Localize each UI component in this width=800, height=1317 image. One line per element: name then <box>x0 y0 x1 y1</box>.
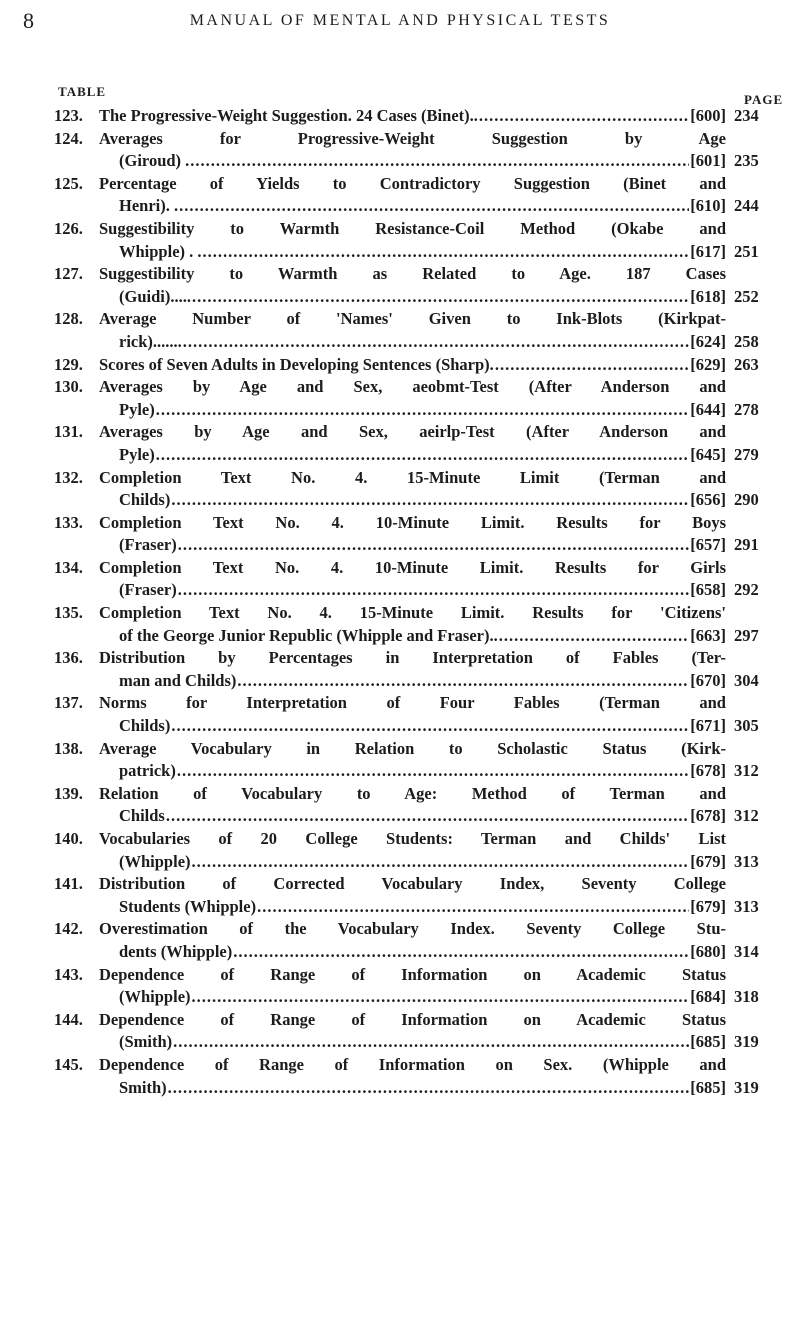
table-entry <box>54 105 799 128</box>
caption-line: Dependence of Range of Information on Sex. (Whipple and <box>99 1054 726 1074</box>
table-caption <box>99 1009 726 1054</box>
page-reference: 290 <box>734 490 759 510</box>
table-entry <box>54 918 799 963</box>
table-caption <box>99 647 726 692</box>
caption-line: Percentage of Yields to Contradictory Suggestion (Binet and <box>99 173 726 193</box>
page-reference: 251 <box>734 241 759 261</box>
table-entry <box>54 421 799 466</box>
caption-line: dents (Whipple) <box>119 941 233 961</box>
table-entry <box>54 828 799 873</box>
caption-line: Childs) <box>119 716 171 736</box>
table-entry <box>54 354 799 377</box>
table-number: 125. <box>54 173 83 193</box>
page-reference: 235 <box>734 151 759 171</box>
caption-line: Pyle) <box>119 399 155 419</box>
page-reference: 319 <box>734 1077 759 1097</box>
caption-line: Henri). . <box>119 196 179 216</box>
table-number: 145. <box>54 1054 83 1074</box>
dot-leader <box>192 286 689 309</box>
table-entry <box>54 218 799 263</box>
section-reference: [678] <box>690 761 726 781</box>
table-entry <box>54 647 799 692</box>
dot-leader <box>171 489 689 512</box>
page-reference: 313 <box>734 851 759 871</box>
section-reference: [618] <box>690 286 726 306</box>
table-entry <box>54 512 799 557</box>
page-number: 8 <box>23 8 34 33</box>
page-reference: 318 <box>734 987 759 1007</box>
dot-leader <box>179 195 689 218</box>
table-entry <box>54 738 799 783</box>
dot-leader <box>168 1077 690 1100</box>
page-reference: 258 <box>734 331 759 351</box>
dot-leader <box>237 670 689 693</box>
caption-line: Completion Text No. 4. 15-Minute Limit (Terman and <box>99 467 726 487</box>
page-reference: 314 <box>734 941 759 961</box>
table-caption <box>99 783 726 828</box>
dot-leader <box>203 241 690 264</box>
dot-leader <box>178 534 690 557</box>
table-number: 131. <box>54 422 83 442</box>
section-reference: [679] <box>690 851 726 871</box>
dot-leader <box>479 105 689 128</box>
section-reference: [600] <box>690 106 726 125</box>
section-reference: [645] <box>690 444 726 464</box>
page-reference: 252 <box>734 286 759 306</box>
section-reference: [657] <box>690 535 726 555</box>
dot-leader <box>173 1031 689 1054</box>
table-number: 136. <box>54 648 83 668</box>
caption-line: (Whipple) <box>119 851 191 871</box>
page-reference: 278 <box>734 399 759 419</box>
caption-line: Average Vocabulary in Relation to Scholastic Status (Kirk- <box>99 738 726 758</box>
page-reference: 313 <box>734 896 759 916</box>
table-number: 128. <box>54 309 83 329</box>
caption-line: Overestimation of the Vocabulary Index. Seventy College Stu- <box>99 919 726 939</box>
caption-line: Completion Text No. 4. 10-Minute Limit. Results for Girls <box>99 557 726 577</box>
dot-leader <box>177 760 689 783</box>
table-column-label: TABLE <box>58 84 107 99</box>
caption-line: rick)....... <box>119 331 182 351</box>
table-caption <box>99 602 726 647</box>
table-caption <box>99 354 726 377</box>
section-reference: [679] <box>690 896 726 916</box>
section-reference: [685] <box>690 1077 726 1097</box>
caption-line: Childs) <box>119 490 171 510</box>
table-caption <box>99 738 726 783</box>
section-reference: [624] <box>690 331 726 351</box>
page-reference: 234 <box>734 106 759 125</box>
dot-leader <box>192 986 690 1009</box>
caption-line: (Guidi)..... <box>119 286 191 306</box>
section-reference: [644] <box>690 399 726 419</box>
section-reference: [629] <box>690 354 726 374</box>
caption-line: Relation of Vocabulary to Age: Method of Terman and <box>99 783 726 803</box>
table-caption <box>99 467 726 512</box>
caption-line: of the George Junior Republic (Whipple and Fraser).. <box>119 625 498 645</box>
caption-line: (Smith) <box>119 1032 173 1052</box>
caption-line: Vocabularies of 20 College Students: Terman and Childs' List <box>99 829 726 848</box>
dot-leader <box>499 625 690 648</box>
caption-line: (Fraser) <box>119 580 177 600</box>
section-reference: [684] <box>690 987 726 1007</box>
caption-line: (Fraser) <box>119 535 177 555</box>
table-number: 133. <box>54 512 83 532</box>
table-caption <box>99 308 726 353</box>
table-caption <box>99 263 726 308</box>
table-number: 143. <box>54 964 83 984</box>
dot-leader <box>166 805 689 828</box>
table-caption <box>99 105 726 128</box>
caption-line: Childs <box>119 806 165 826</box>
table-caption <box>99 421 726 466</box>
table-caption <box>99 692 726 737</box>
caption-line: Average Number of 'Names' Given to Ink-Blots (Kirkpat- <box>99 309 726 329</box>
table-number: 134. <box>54 557 83 577</box>
page-reference: 304 <box>734 670 759 690</box>
table-number: 126. <box>54 218 83 238</box>
caption-line: Completion Text No. 4. 15-Minute Limit. Results for 'Citizens' <box>99 603 726 623</box>
page-reference: 292 <box>734 580 759 600</box>
caption-line: patrick) <box>119 761 176 781</box>
page-reference: 312 <box>734 806 759 826</box>
caption-line: Scores of Seven Adults in Developing Sentences (Sharp). <box>99 354 494 374</box>
dot-leader <box>257 896 689 919</box>
caption-line: Suggestibility to Warmth Resistance-Coil Method (Okabe and <box>99 218 726 238</box>
table-number: 144. <box>54 1009 83 1029</box>
page-reference: 312 <box>734 761 759 781</box>
table-entry <box>54 376 799 421</box>
table-caption <box>99 128 726 173</box>
caption-line: Averages by Age and Sex, aeobmt-Test (After Anderson and <box>99 377 726 397</box>
table-number: 123. <box>54 106 83 125</box>
caption-line: Whipple) . . <box>119 241 202 261</box>
page-reference: 263 <box>734 354 759 374</box>
table-number: 124. <box>54 128 83 148</box>
section-reference: [617] <box>690 241 726 261</box>
page-reference: 305 <box>734 716 759 736</box>
page-reference: 244 <box>734 196 759 216</box>
table-caption <box>99 1054 726 1099</box>
running-title: MANUAL OF MENTAL AND PHYSICAL TESTS <box>189 12 611 29</box>
caption-line: Averages by Age and Sex, aeirlp-Test (After Anderson and <box>99 422 726 442</box>
section-reference: [601] <box>690 151 726 171</box>
dot-leader <box>190 150 689 173</box>
table-number: 142. <box>54 919 83 939</box>
table-entry <box>54 128 799 173</box>
table-entry <box>54 173 799 218</box>
table-caption <box>99 964 726 1009</box>
table-number: 127. <box>54 264 83 284</box>
caption-line: Pyle) <box>119 444 155 464</box>
table-entry <box>54 602 799 647</box>
table-entry <box>54 873 799 918</box>
table-entry <box>54 467 799 512</box>
dot-leader <box>178 579 690 602</box>
table-number: 141. <box>54 874 83 894</box>
table-caption <box>99 557 726 602</box>
list-of-tables <box>54 105 799 1099</box>
table-entry <box>54 308 799 353</box>
table-caption <box>99 218 726 263</box>
table-number: 132. <box>54 467 83 487</box>
section-reference: [610] <box>690 196 726 216</box>
caption-line: Distribution by Percentages in Interpretation of Fables (Ter- <box>99 648 726 668</box>
page-reference: 319 <box>734 1032 759 1052</box>
caption-line: Smith) <box>119 1077 167 1097</box>
table-caption <box>99 376 726 421</box>
section-reference: [663] <box>690 625 726 645</box>
section-reference: [670] <box>690 670 726 690</box>
table-number: 139. <box>54 783 83 803</box>
section-reference: [656] <box>690 490 726 510</box>
table-entry <box>54 557 799 602</box>
dot-leader <box>156 399 690 422</box>
table-caption <box>99 512 726 557</box>
page-reference: 279 <box>734 444 759 464</box>
section-reference: [680] <box>690 941 726 961</box>
dot-leader <box>156 444 690 467</box>
caption-line: Suggestibility to Warmth as Related to Age. 187 Cases <box>99 264 726 284</box>
dot-leader <box>192 851 690 874</box>
table-number: 135. <box>54 603 83 623</box>
table-entry <box>54 1009 799 1054</box>
section-reference: [678] <box>690 806 726 826</box>
page-column-label: PAGE <box>744 92 784 107</box>
section-reference: [658] <box>690 580 726 600</box>
caption-line: Dependence of Range of Information on Academic Status <box>99 1009 726 1029</box>
caption-line: Completion Text No. 4. 10-Minute Limit. Results for Boys <box>99 512 726 532</box>
table-entry <box>54 692 799 737</box>
table-caption <box>99 918 726 963</box>
table-number: 130. <box>54 377 83 397</box>
page-reference: 291 <box>734 535 759 555</box>
table-caption <box>99 873 726 918</box>
table-number: 129. <box>54 354 83 374</box>
dot-leader <box>233 941 689 964</box>
section-reference: [685] <box>690 1032 726 1052</box>
dot-leader <box>495 354 689 377</box>
caption-line: Dependence of Range of Information on Academic Status <box>99 964 726 984</box>
page-reference: 297 <box>734 625 759 645</box>
caption-line: (Whipple) <box>119 987 191 1007</box>
caption-line: Averages for Progressive-Weight Suggestion by Age <box>99 128 726 148</box>
section-reference: [671] <box>690 716 726 736</box>
table-caption <box>99 173 726 218</box>
caption-line: (Giroud) . <box>119 151 190 171</box>
table-entry <box>54 263 799 308</box>
table-caption <box>99 828 726 873</box>
caption-line: Students (Whipple) <box>119 896 257 916</box>
caption-line: man and Childs) <box>119 670 237 690</box>
dot-leader <box>171 715 689 738</box>
table-number: 137. <box>54 693 83 713</box>
caption-line: The Progressive-Weight Suggestion. 24 Cases (Binet).. <box>99 106 478 125</box>
table-entry <box>54 1054 799 1099</box>
table-entry <box>54 783 799 828</box>
table-number: 138. <box>54 738 83 758</box>
dot-leader <box>183 331 689 354</box>
table-number: 140. <box>54 829 83 848</box>
caption-line: Distribution of Corrected Vocabulary Index, Seventy College <box>99 874 726 894</box>
table-entry <box>54 964 799 1009</box>
caption-line: Norms for Interpretation of Four Fables (Terman and <box>99 693 726 713</box>
